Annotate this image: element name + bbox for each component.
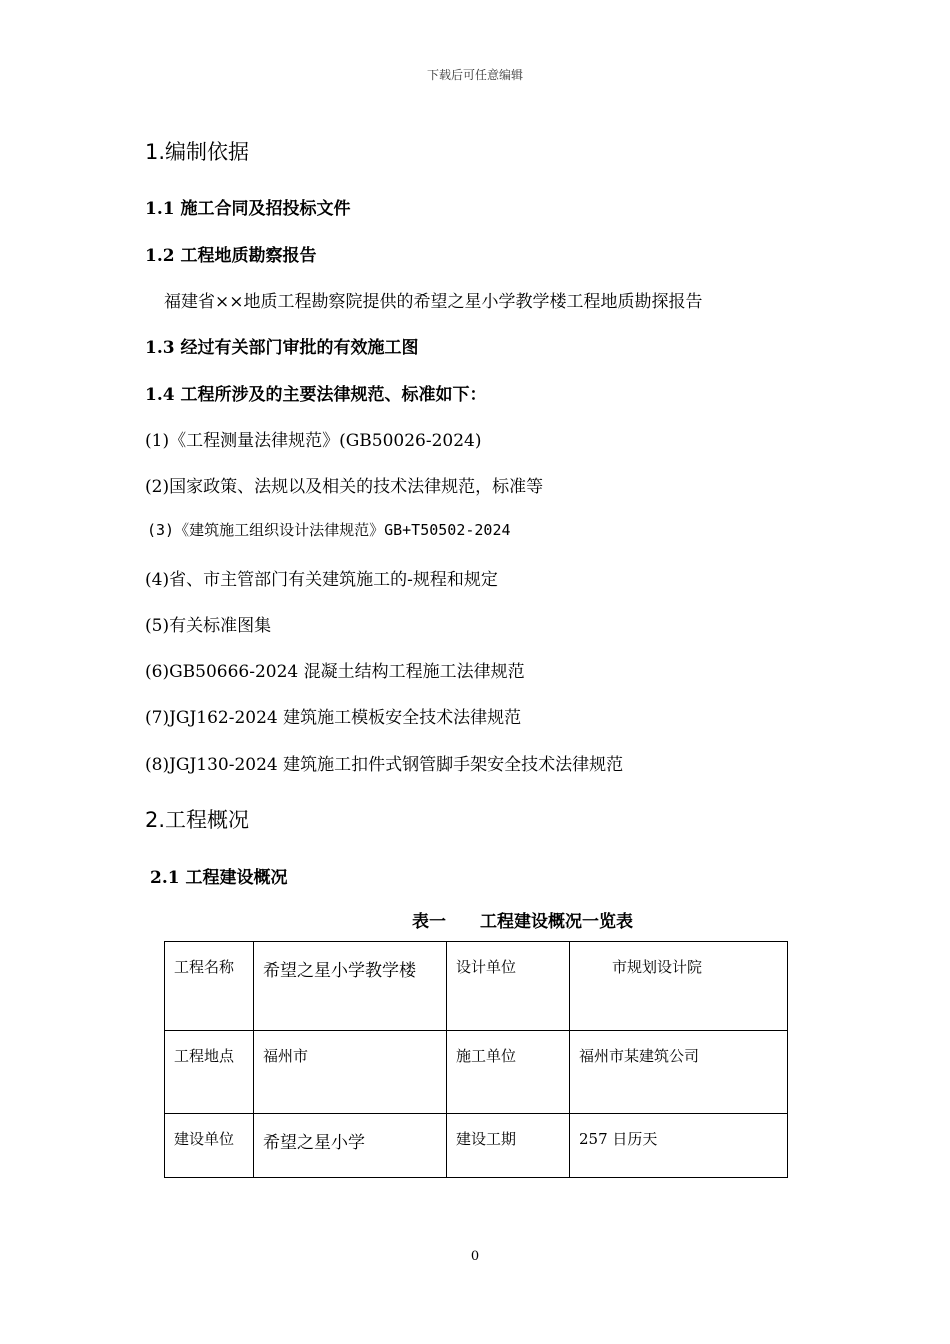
page-header: 下载后可任意编辑 [426,68,523,82]
project-overview-table [164,941,788,1178]
table-row [165,942,788,1031]
paragraph-geology-report: 福建省××地质工程勘察院提供的希望之星小学教学楼工程地质勘探报告 [164,292,703,312]
table-caption: 表一 工程建设概况一览表 [412,912,633,932]
section-1-title: 1.编制依据 [145,140,250,164]
subsection-1-1: 1.1 施工合同及招投标文件 [145,199,351,219]
table-cell-value: 市规划设计院 [570,942,788,1031]
table-cell-label: 建设工期 [447,1114,570,1178]
subsection-1-2: 1.2 工程地质勘察报告 [145,246,317,266]
table-cell-value: 福州市某建筑公司 [570,1031,788,1114]
table-row [165,1114,788,1178]
table-cell-value: 希望之星小学 [254,1114,447,1178]
subsection-1-4: 1.4 工程所涉及的主要法律规范、标准如下： [145,385,487,405]
table-cell-label: 工程地点 [165,1031,254,1114]
list-item: (5)有关标准图集 [145,616,272,636]
page-number: 0 [470,1249,480,1264]
list-item: (4)省、市主管部门有关建筑施工的-规程和规定 [145,570,498,590]
table-cell-value: 257 日历天 [570,1114,788,1178]
table-cell-label: 工程名称 [165,942,254,1031]
table-cell-value: 福州市 [254,1031,447,1114]
list-item: (8)JGJ130-2024 建筑施工扣件式钢管脚手架安全技术法律规范 [145,755,624,775]
subsection-1-3: 1.3 经过有关部门审批的有效施工图 [145,338,419,358]
table-cell-label: 建设单位 [165,1114,254,1178]
table-cell-label: 设计单位 [447,942,570,1031]
table-cell-value: 希望之星小学教学楼 [254,942,447,1031]
list-item: (1)《工程测量法律规范》(GB50026-2024) [145,431,482,451]
table-row [165,1031,788,1114]
subsection-2-1: 2.1 工程建设概况 [150,868,288,888]
list-item: (3)《建筑施工组织设计法律规范》GB+T50502-2024 [147,521,511,539]
list-item: (7)JGJ162-2024 建筑施工模板安全技术法律规范 [145,708,522,728]
list-item: (6)GB50666-2024 混凝土结构工程施工法律规范 [145,662,525,682]
list-item: (2)国家政策、法规以及相关的技术法律规范，标准等 [145,477,544,497]
table-cell-label: 施工单位 [447,1031,570,1114]
section-2-title: 2.工程概况 [145,808,250,832]
